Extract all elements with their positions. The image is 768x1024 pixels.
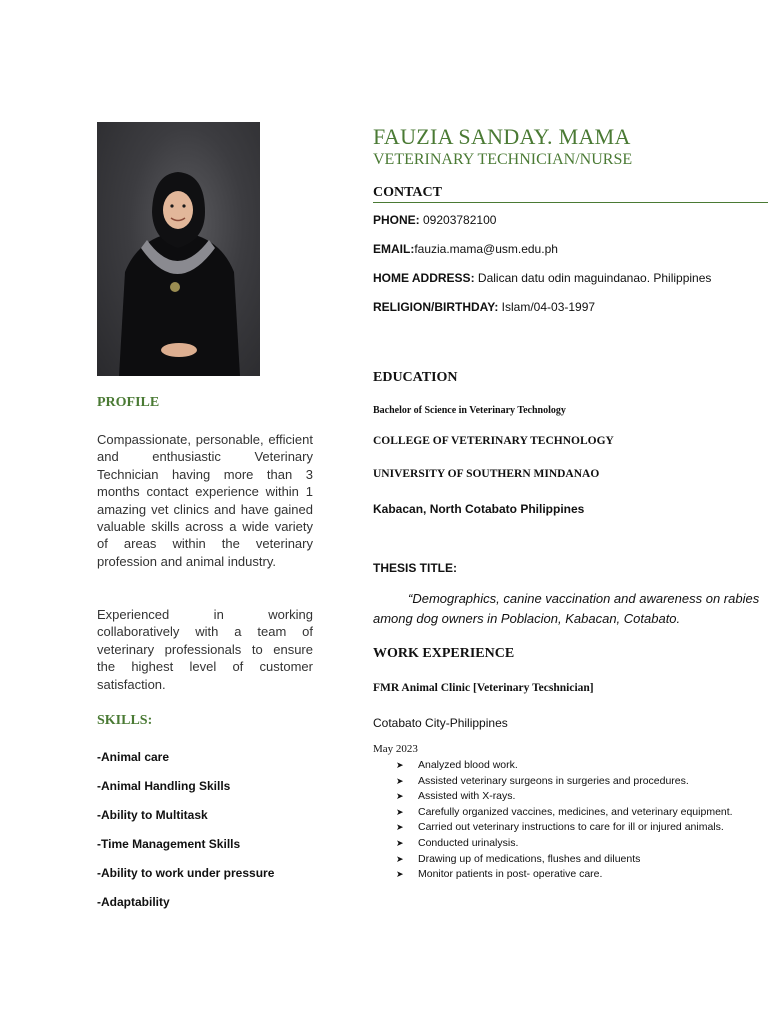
- duty-item: ➤ Assisted veterinary surgeons in surgeries and procedures.: [396, 774, 733, 790]
- phone-line: [373, 213, 496, 227]
- education-heading: EDUCATION: [373, 370, 458, 385]
- education-degree: Bachelor of Science in Veterinary Technology: [373, 405, 566, 416]
- job-title: VETERINARY TECHNICIAN/NURSE: [373, 151, 633, 168]
- arrow-bullet-icon: ➤: [396, 760, 404, 770]
- phone-value: 09203782100: [419, 213, 497, 227]
- work-location: Cotabato City-Philippines: [373, 716, 508, 730]
- graduation-portrait-icon: [97, 122, 260, 376]
- education-university: UNIVERSITY OF SOUTHERN MINDANAO: [373, 468, 600, 480]
- duty-item: ➤ Conducted urinalysis.: [396, 836, 733, 852]
- arrow-bullet-icon: ➤: [396, 853, 404, 864]
- work-duties-list: [396, 758, 733, 883]
- work-employer: FMR Animal Clinic [Veterinary Tecshnician]: [373, 682, 594, 694]
- education-location: Kabacan, North Cotabato Philippines: [373, 502, 585, 516]
- duty-item: ➤ Assisted with X-rays.: [396, 789, 733, 805]
- religion-birthday-value: Islam/04-03-1997: [498, 300, 596, 314]
- arrow-bullet-icon: ➤: [396, 806, 404, 817]
- skill-item: -Ability to work under pressure: [97, 866, 275, 880]
- address-value: Dalican datu odin maguindanao. Philippines: [474, 271, 712, 285]
- duty-item: ➤ Drawing up of medications, flushes and diluents: [396, 852, 733, 868]
- skill-item: -Ability to Multitask: [97, 808, 208, 822]
- thesis-heading: THESIS TITLE:: [373, 561, 457, 575]
- profile-paragraph-2: Experienced in working collaboratively with a team of veterinary professionals to ensure the highest level of customer satisfaction.: [97, 607, 313, 692]
- skill-item: -Adaptability: [97, 895, 170, 909]
- skill-item: -Animal Handling Skills: [97, 779, 231, 793]
- education-college: COLLEGE OF VETERINARY TECHNOLOGY: [373, 435, 614, 447]
- thesis-line-2: among dog owners in Poblacion, Kabacan, Cotabato.: [373, 611, 681, 626]
- duty-item: ➤ Carefully organized vaccines, medicines, and veterinary equipment.: [396, 805, 733, 821]
- skill-item: -Animal care: [97, 750, 170, 764]
- arrow-bullet-icon: ➤: [396, 822, 404, 833]
- person-name: FAUZIA SANDAY. MAMA: [373, 124, 631, 149]
- thesis-line-1: “Demographics, canine vaccination and awareness on rabies: [408, 591, 760, 606]
- email-label: EMAIL:: [373, 242, 415, 256]
- arrow-bullet-icon: ➤: [396, 791, 404, 802]
- contact-heading: CONTACT: [373, 185, 442, 200]
- profile-heading: PROFILE: [97, 395, 160, 410]
- arrow-bullet-icon: ➤: [396, 869, 404, 880]
- contact-divider: [373, 202, 768, 203]
- duty-item: ➤ Monitor patients in post- operative care.: [396, 867, 733, 883]
- arrow-bullet-icon: ➤: [396, 775, 404, 786]
- profile-paragraph-1: Compassionate, personable, efficient and enthusiastic Veterinary Technician having more than 3 months contact experience within 1 amazing vet clinics and have gained valuable skills across a wide variety of areas within the veterinary profession and animal industry.: [97, 432, 313, 569]
- work-date: May 2023: [373, 743, 418, 755]
- duty-item: ➤ Carried out veterinary instructions to care for ill or injured animals.: [396, 820, 733, 836]
- work-heading: WORK EXPERIENCE: [373, 646, 515, 661]
- duty-item: ➤ Analyzed blood work.: [396, 758, 733, 774]
- email-value: fauzia.mama@usm.edu.ph: [414, 242, 558, 256]
- address-line: [373, 271, 711, 285]
- arrow-bullet-icon: ➤: [396, 837, 404, 848]
- phone-label: PHONE:: [373, 213, 420, 227]
- thesis-title: [373, 589, 768, 629]
- skills-list: [97, 747, 274, 921]
- religion-birthday-label: RELIGION/BIRTHDAY:: [373, 300, 499, 314]
- religion-birthday-line: [373, 300, 595, 314]
- email-line: [373, 242, 558, 256]
- skills-heading: SKILLS:: [97, 713, 153, 728]
- address-label: HOME ADDRESS:: [373, 271, 475, 285]
- skill-item: -Time Management Skills: [97, 837, 241, 851]
- profile-photo: [97, 122, 260, 376]
